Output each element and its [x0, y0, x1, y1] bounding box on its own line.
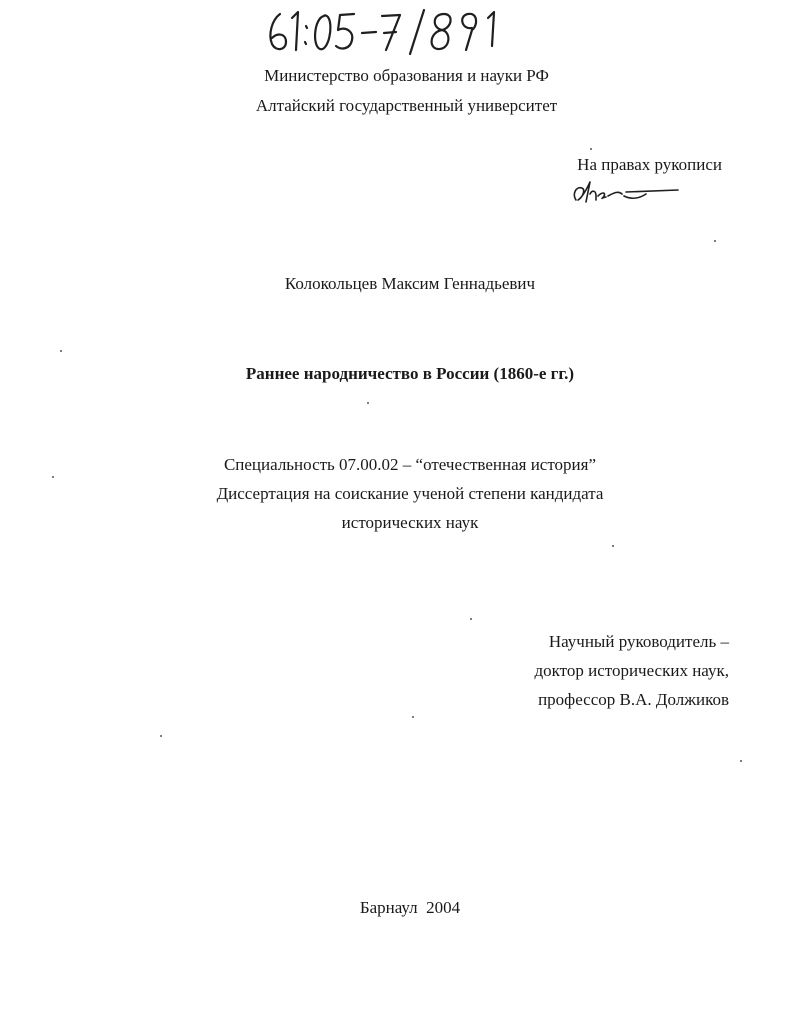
scan-speck — [612, 545, 614, 547]
city-year: Барнаул 2004 — [359, 898, 461, 917]
advisor-role: Научный руководитель – — [548, 632, 729, 651]
dissertation-title: Раннее народничество в России (1860-е гг.) — [245, 364, 575, 383]
rights-note: На правах рукописи — [577, 155, 722, 174]
degree-line: исторических наук — [341, 513, 479, 532]
dissertation-line: Диссертация на соискание ученой степени кандидата — [216, 484, 604, 503]
scan-speck — [52, 476, 54, 478]
scan-speck — [740, 760, 742, 762]
scan-speck — [470, 618, 472, 620]
author-name: Колокольцев Максим Геннадьевич — [284, 274, 536, 293]
advisor-degree: доктор исторических наук, — [534, 661, 729, 680]
advisor-name: профессор В.А. Должиков — [538, 690, 729, 709]
scan-speck — [714, 240, 716, 242]
scan-speck — [590, 148, 592, 150]
ministry-name: Министерство образования и науки РФ — [264, 66, 549, 85]
university-name: Алтайский государственный университет — [255, 96, 558, 115]
scan-speck — [367, 402, 369, 404]
specialty-line: Специальность 07.00.02 – “отечественная история” — [223, 455, 597, 474]
signature — [566, 178, 681, 208]
scan-speck — [160, 735, 162, 737]
scan-speck — [412, 716, 414, 718]
handwritten-archive-code — [262, 6, 512, 56]
scan-speck — [60, 350, 62, 352]
